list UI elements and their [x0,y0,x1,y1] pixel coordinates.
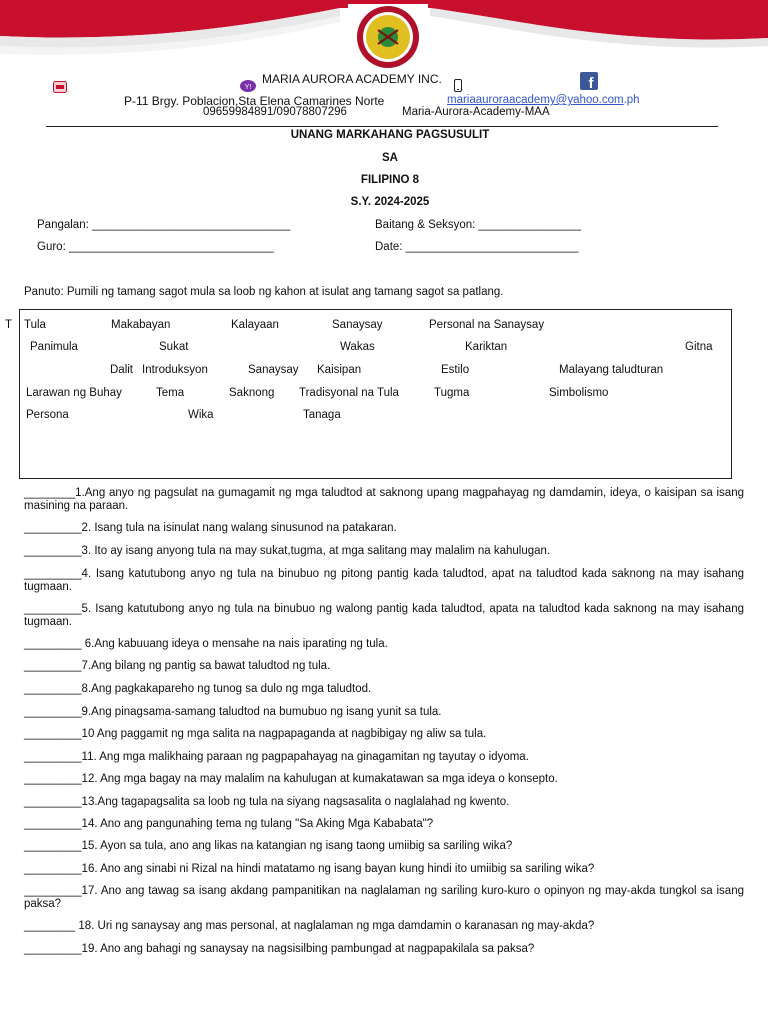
school-name: MARIA AURORA ACADEMY INC. [262,72,442,86]
date-field[interactable]: Date: ___________________________ [375,241,579,253]
school-seal-logo [348,4,428,70]
question-item[interactable]: _________3. Ito ay isang anyong tula na may sukat,tugma, at mga salitang may malalim na kahulugan. [24,545,551,557]
word-bank-item: Personal na Sanaysay [429,319,545,331]
school-address: P-11 Brgy. Poblacion,Sta Elena Camarines Norte [124,94,385,108]
word-bank-item: Makabayan [111,319,171,331]
facebook-icon [580,72,598,90]
word-bank-item: Kalayaan [231,319,279,331]
question-item[interactable]: _________8.Ang pagkakapareho ng tunog sa dulo ng mga taludtod. [24,683,372,695]
question-item[interactable]: _________2. Isang tula na isinulat nang walang sinusunod na patakaran. [24,522,397,534]
word-bank-item: Dalit [110,364,134,376]
word-bank-item: Gitna [685,341,713,353]
word-bank-item: Sanaysay [248,364,299,376]
facebook-page: Maria-Aurora-Academy-MAA [402,106,550,118]
yahoo-icon [240,80,256,92]
phone-numbers: 09659984891/09078807296 [203,106,347,118]
question-item[interactable]: _________9.Ang pinagsama-samang taludtod na bumubuo ng isang yunit sa tula. [24,706,442,718]
exam-title-sa: SA [382,152,398,164]
word-bank-item: Simbolismo [549,387,609,399]
question-item[interactable]: _________12. Ang mga bagay na may malalim na kahulugan at kumakatawan sa mga ideya o konsepto. [24,773,558,785]
stamp-icon [53,81,67,93]
question-item[interactable]: ________1.Ang anyo ng pagsulat na gumagamit ng mga taludtod at saknong upang magpahayag ng damdamin, ideya, o kaisipan sa isang masining na paraan. [24,487,744,512]
word-bank-item: Kaisipan [317,364,362,376]
exam-title: UNANG MARKAHANG PAGSUSULIT [290,129,490,141]
header-divider [46,126,718,127]
email-suffix: .ph [623,94,640,106]
school-year: S.Y. 2024-2025 [350,196,430,208]
question-item[interactable]: _________16. Ano ang sinabi ni Rizal na hindi matatamo ng isang bayan kung hindi ito umiibig sa sariling wika? [24,863,595,875]
word-bank-item: Tradisyonal na Tula [299,387,399,399]
question-item[interactable]: _________13.Ang tagapagsalita sa loob ng tula na siyang nagsasalita o naglalahad ng kwento. [24,796,510,808]
question-item[interactable]: _________4. Isang katutubong anyo ng tula na binubuo ng pitong pantig kada taludtod, apat na taludtod kada saknong na may isahang tugmaan. [24,568,744,593]
grade-section-field[interactable]: Baitang & Seksyon: ________________ [375,219,581,231]
question-item[interactable]: _________15. Ayon sa tula, ano ang likas na katangian ng isang taong umiibig sa sariling wika? [24,840,513,852]
svg-text:f: f [588,75,594,90]
word-bank-item: Malayang taludturan [559,364,664,376]
word-bank-item: Persona [26,409,69,421]
question-item[interactable]: _________11. Ang mga malikhaing paraan ng pagpapahayag na ginagamitan ng tayutay o idyoma. [24,751,529,763]
stray-mark: T [5,319,13,331]
word-bank-item: Larawan ng Buhay [26,387,122,399]
name-field[interactable]: Pangalan: _______________________________ [37,219,291,231]
question-item[interactable]: _________ 6.Ang kabuuang ideya o mensahe na nais iparating ng tula. [24,638,388,650]
word-bank-item: Tula [24,319,46,331]
instructions: Panuto: Pumili ng tamang sagot mula sa loob ng kahon at isulat ang tamang sagot sa patlang. [24,286,504,298]
svg-text:Y!: Y! [244,84,252,91]
word-bank-box [19,309,732,479]
word-bank-item: Tugma [434,387,470,399]
word-bank-item: Panimula [30,341,78,353]
word-bank-item: Estilo [441,364,470,376]
word-bank-item: Wakas [340,341,375,353]
question-item[interactable]: _________14. Ano ang pangunahing tema ng tulang "Sa Aking Mga Kababata"? [24,818,434,830]
question-item[interactable]: _________5. Isang katutubong anyo ng tula na binubuo ng walong pantig kada taludtod, apata na taludtod kada saknong na may isahang tugmaan. [24,603,744,628]
phone-icon [454,79,462,92]
word-bank-item: Sukat [159,341,189,353]
word-bank-item: Tema [156,387,185,399]
question-item[interactable]: ________ 18. Uri ng sanaysay ang mas personal, at naglalaman ng mga damdamin o karanasan ng may-akda? [24,920,595,932]
email-link[interactable]: mariaauroraacademy@yahoo.com [447,94,624,106]
question-item[interactable]: _________10 Ang paggamit ng mga salita na nagpapaganda at nagbibigay ng aliw sa tula. [24,728,487,740]
word-bank-item: Saknong [229,387,275,399]
word-bank-item: Wika [188,409,214,421]
word-bank-item: Sanaysay [332,319,383,331]
teacher-field[interactable]: Guro: ________________________________ [37,241,274,253]
question-item[interactable]: _________17. Ano ang tawag sa isang akdang pampanitikan na naglalaman ng sariling kuro-kuro o opinyon ng may-akda tungkol sa isang paksa? [24,885,744,910]
word-bank-item: Kariktan [465,341,508,353]
word-bank-item: Tanaga [303,409,341,421]
exam-subject: FILIPINO 8 [360,174,420,186]
word-bank-item: Introduksyon [142,364,208,376]
question-item[interactable]: _________7.Ang bilang ng pantig sa bawat taludtod ng tula. [24,660,331,672]
question-item[interactable]: _________19. Ano ang bahagi ng sanaysay na nagsisilbing pambungad at nagpapakilala sa paksa? [24,943,535,955]
school-email[interactable] [447,94,640,106]
